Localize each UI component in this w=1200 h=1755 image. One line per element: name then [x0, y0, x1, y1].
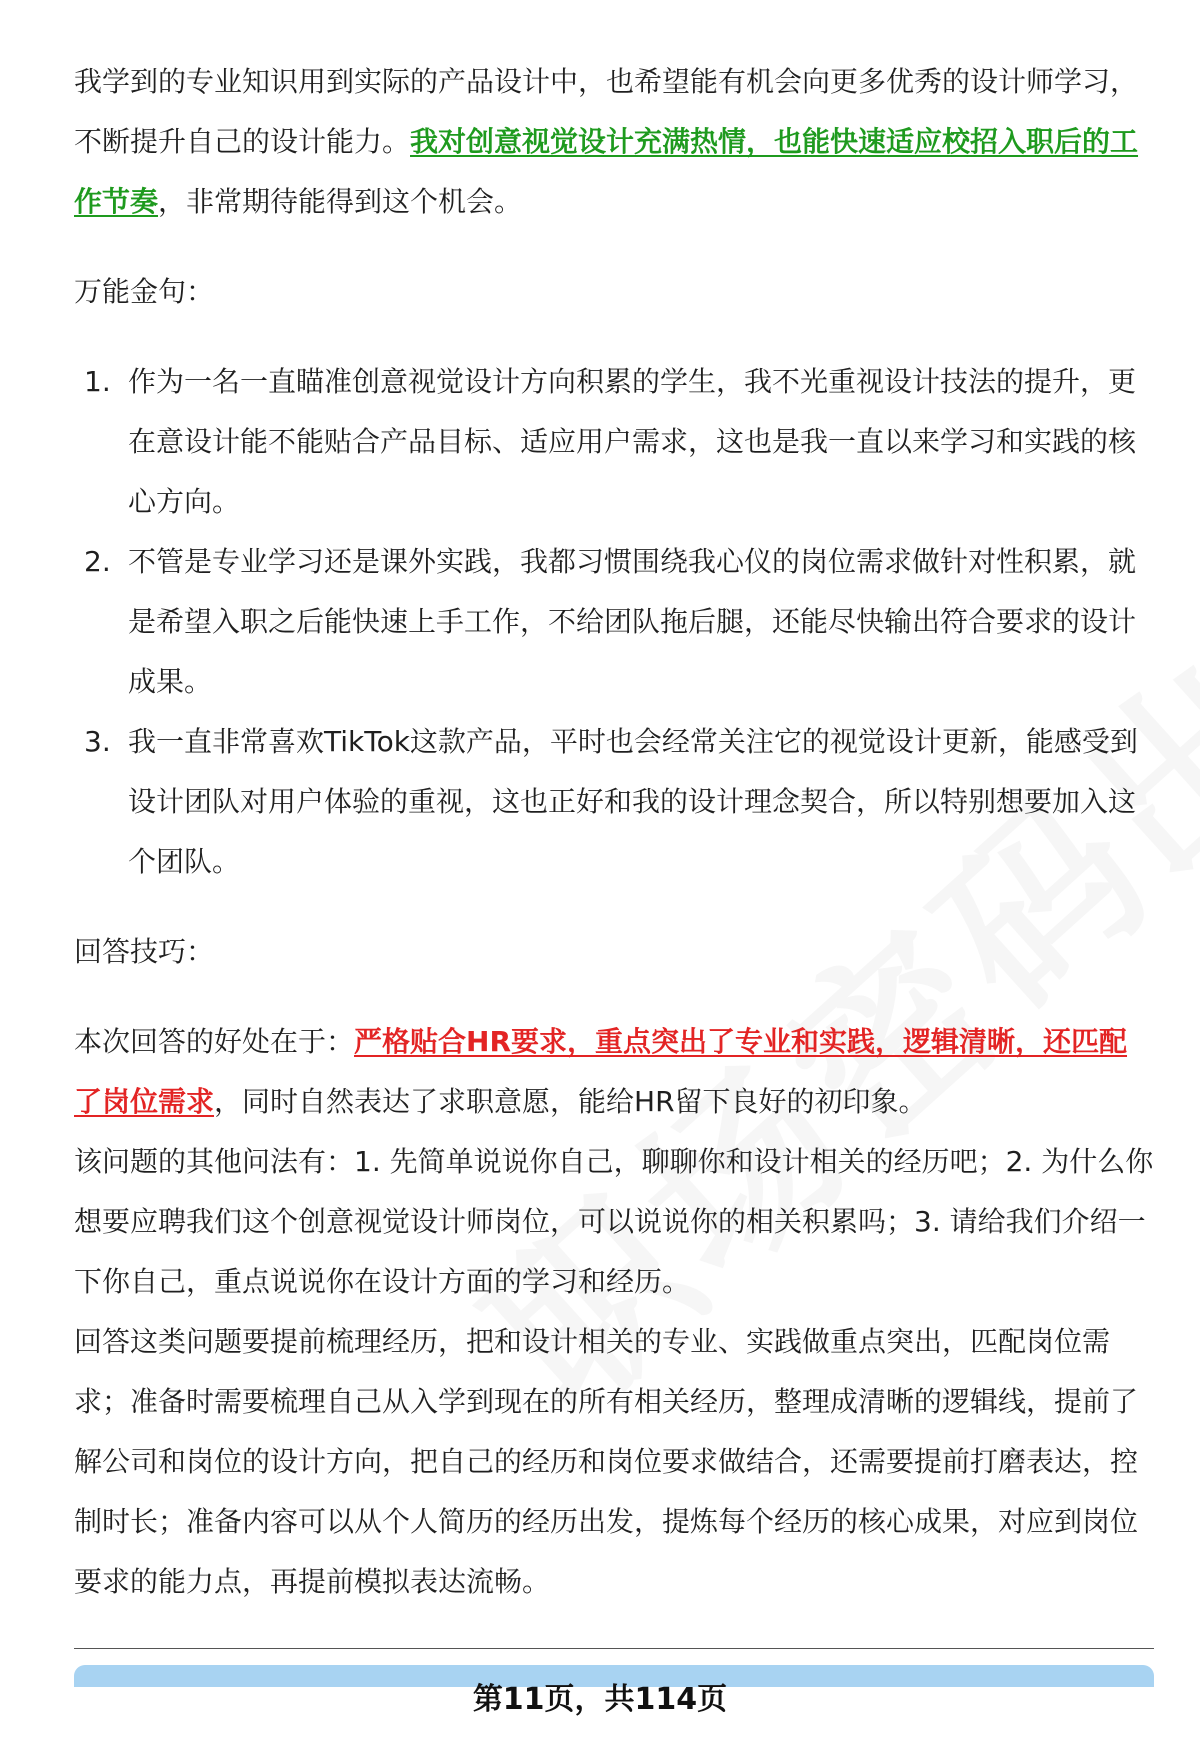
advice-paragraph: 回答这类问题要提前梳理经历，把和设计相关的专业、实践做重点突出，匹配岗位需求；准备时需要梳理自己从入学到现在的所有相关经历，整理成清晰的逻辑线，提前了解公司和岗位的设计方向，把自己的经历和岗位要求做结合，还需要提前打磨表达，控制时长；准备内容可以从个人简历的经历出发，提炼每个经历的核心成果，对应到岗位要求的能力点，再提前模拟表达流畅。	[74, 1325, 1139, 1598]
list-item-number: 2.	[84, 545, 111, 578]
intro-highlight: 我对创意视觉设计充满热情，也能快速适应校招入职后的工作节奏	[74, 125, 1139, 218]
list-item-number: 3.	[84, 725, 111, 758]
intro-text-end: ，非常期待能得到这个机会。	[158, 185, 523, 218]
benefit-suffix: ，同时自然表达了求职意愿，能给HR留下良好的初印象。	[214, 1085, 927, 1118]
page-number: 第11页，共114页	[472, 1682, 728, 1717]
other-questions-paragraph: 该问题的其他问法有：1. 先简单说说你自己，聊聊你和设计相关的经历吧；2. 为什么你想要应聘我们这个创意视觉设计师岗位，可以说说你的相关积累吗；3. 请给我们介绍一下你自己，重点说说你在设计方面的学习和经历。	[74, 1145, 1154, 1298]
list-item-text: 作为一名一直瞄准创意视觉设计方向积累的学生，我不光重视设计技法的提升，更在意设计能不能贴合产品目标、适应用户需求，这也是我一直以来学习和实践的核心方向。	[128, 365, 1137, 518]
list-item-text: 不管是专业学习还是课外实践，我都习惯围绕我心仪的岗位需求做针对性积累，就是希望入职之后能快速上手工作，不给团队拖后腿，还能尽快输出符合要求的设计成果。	[128, 545, 1137, 698]
benefit-prefix: 本次回答的好处在于：	[74, 1025, 355, 1058]
benefit-highlight: 严格贴合HR要求，重点突出了专业和实践，逻辑清晰，还匹配了岗位需求	[74, 1025, 1128, 1118]
list-item-number: 1.	[84, 365, 111, 398]
list-item	[74, 712, 1154, 892]
list-item-text: 我一直非常喜欢TikTok这款产品，平时也会经常关注它的视觉设计更新，能感受到设计团队对用户体验的重视，这也正好和我的设计理念契合，所以特别想要加入这个团队。	[128, 725, 1138, 878]
intro-paragraph	[74, 52, 1154, 232]
list-item	[74, 532, 1154, 712]
document-content	[74, 52, 1154, 1612]
tips-heading: 回答技巧：	[74, 935, 215, 968]
sentences-list	[74, 352, 1154, 892]
sentences-heading: 万能金句：	[74, 275, 215, 308]
list-item	[74, 352, 1154, 532]
benefit-paragraph	[74, 1012, 1154, 1132]
footer-divider	[74, 1648, 1154, 1649]
intro-text: 我学到的专业知识用到实际的产品设计中，也希望能有机会向更多优秀的设计师学习，不断提升自己的设计能力。	[74, 65, 1139, 158]
